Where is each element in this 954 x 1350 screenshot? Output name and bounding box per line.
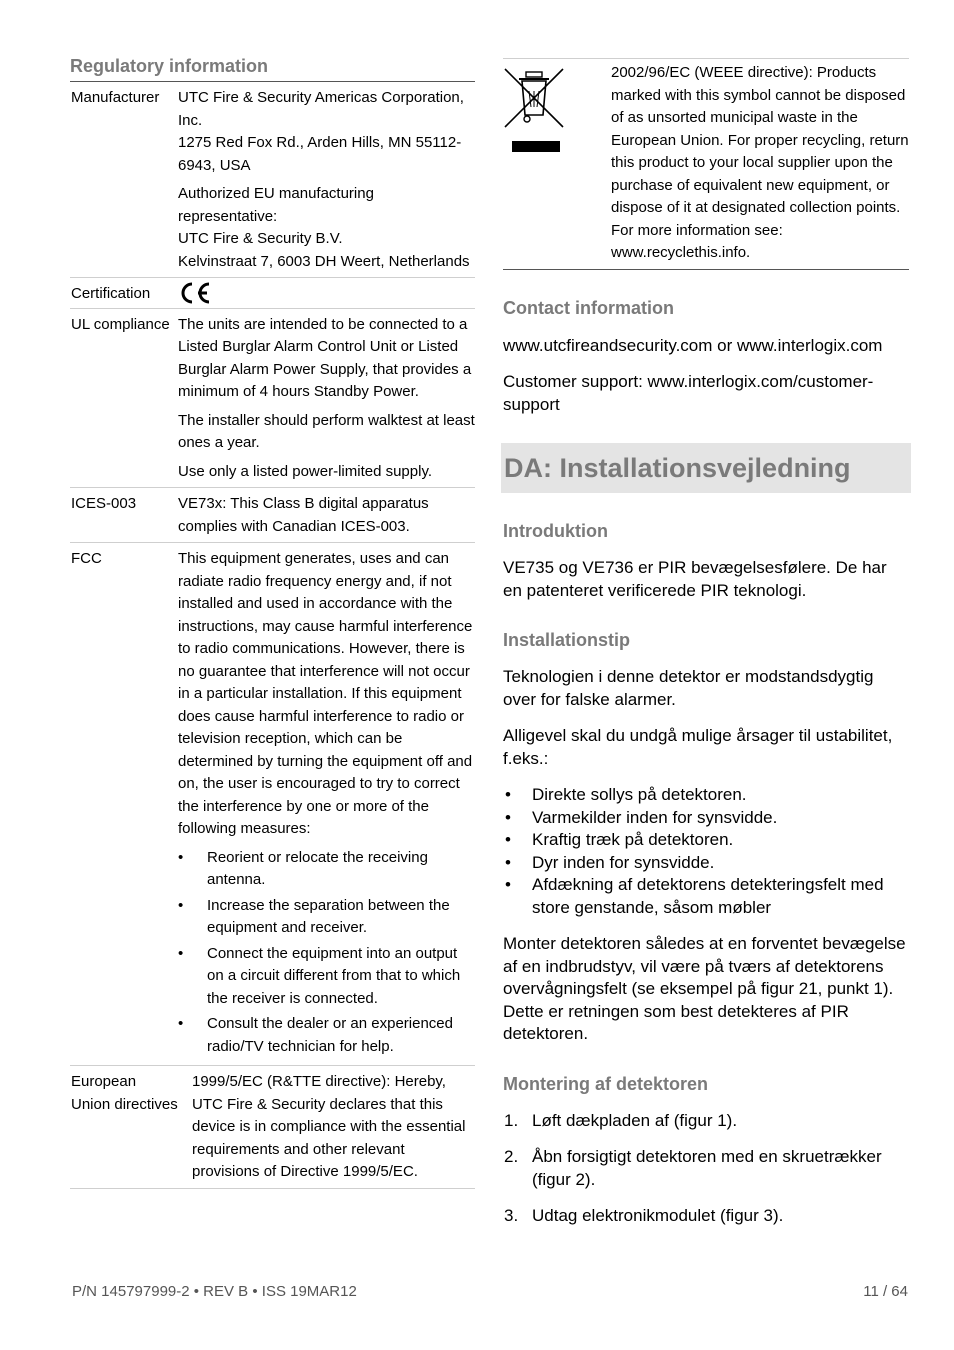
intro-text: VE735 og VE736 er PIR bevægelsesfølere. De har en patenteret verificerede PIR teknologi. — [503, 558, 887, 600]
step-text: Løft dækpladen af (figur 1). — [532, 1110, 738, 1130]
page-footer — [72, 1283, 908, 1300]
list-item: • Varmekilder inden for synsvidde. — [503, 807, 909, 830]
row-manufacturer — [70, 82, 475, 278]
tips-text-2: Alligevel skal du undgå mulige årsager til ustabilitet, f.eks.: — [503, 726, 893, 768]
ul-text-3: Use only a listed power-limited supply. — [178, 462, 432, 480]
eu-rep-name: UTC Fire & Security B.V. — [178, 230, 343, 247]
row-eu-directives — [70, 1066, 475, 1189]
list-item: • Reorient or relocate the receiving antenna. — [178, 847, 475, 892]
row-label: ICES-003 — [71, 495, 137, 512]
ce-mark-icon — [178, 281, 212, 305]
row-ul-compliance — [70, 309, 475, 489]
fcc-text: This equipment generates, uses and can radiate radio frequency energy and, if not installed and used in accordance with the instructions, may cause harmful interference to radio communications. However, there is no guarantee that interference will not occur in a particular installation. If this equipment does cause harmful interference to radio or television reception, which can be determined by turning the equipment off and on, the user is encouraged to try to correct the interference by one or more of the following measures: — [178, 550, 473, 837]
page-number: 11 / 64 — [863, 1283, 908, 1300]
step-number: 3. — [504, 1206, 519, 1225]
row-label: Certification — [71, 285, 151, 302]
left-column — [70, 56, 475, 1189]
list-item: • Dyr inden for synsvidde. — [503, 852, 909, 875]
row-value — [178, 87, 475, 273]
row-value — [178, 281, 475, 306]
eu-text: 1999/5/EC (R&TTE directive): Hereby, UTC Fire & Security declares that this device is in compliance with the essential requirements and other relevant provisions of Directive 1999/5/EC. — [192, 1073, 466, 1180]
step-text: Åbn forsigtigt detektoren med en skruetrækker (figur 2). — [532, 1147, 882, 1189]
row-label: European Union directives — [71, 1073, 178, 1113]
list-item — [503, 1205, 909, 1228]
section-title: DA: Installationsvejledning — [504, 452, 851, 483]
tips-text-3: Monter detektoren således at en forventet bevægelse af en indbrudstyv, vil være på tværs af detektorens overvågningsfelt (se eksempel på figur 21, punkt 1). Dette er retningen som best detekteres af PIR detektoren. — [503, 934, 906, 1043]
step-number: 1. — [504, 1110, 519, 1130]
regulatory-table — [70, 82, 475, 1189]
section-banner — [501, 443, 911, 493]
manufacturer-street: 1275 Red Fox Rd., Arden Hills, MN 55112-6943, USA — [178, 134, 462, 174]
regulatory-heading: Regulatory information — [70, 56, 475, 82]
contact-support: Customer support: www.interlogix.com/customer-support — [503, 372, 874, 414]
weee-text: 2002/96/EC (WEEE directive): Products marked with this symbol cannot be disposed of as unsorted municipal waste in the European Union. For proper recycling, return this product to your local supplier upon the purchase of equivalent new equipment, or dispose of it at designated collection points. For more information see: www.recyclethis.info. — [611, 64, 909, 261]
list-item — [503, 1146, 909, 1191]
row-value — [192, 1071, 475, 1184]
list-item: • Increase the separation between the equipment and receiver. — [178, 895, 475, 940]
contact-websites: www.utcfireandsecurity.com or www.interlogix.com — [503, 335, 883, 355]
ices-text: VE73x: This Class B digital apparatus complies with Canadian ICES-003. — [178, 495, 429, 535]
fcc-measures-list — [178, 847, 475, 1059]
tips-heading: Installationstip — [503, 630, 631, 650]
row-label: Manufacturer — [71, 89, 160, 106]
list-item: • Kraftig træk på detektoren. — [503, 829, 909, 852]
tips-text-1: Teknologien i denne detektor er modstandsdygtig over for falske alarmer. — [503, 667, 874, 709]
list-item: • Afdækning af detektorens detekteringsfelt med store genstande, såsom møbler — [503, 874, 909, 919]
row-certification — [70, 278, 475, 309]
contact-heading: Contact information — [503, 297, 674, 318]
row-value — [178, 314, 475, 484]
mount-steps — [503, 1110, 909, 1228]
list-item: • Connect the equipment into an output on a circuit different from that to which the receiver is connected. — [178, 943, 475, 1011]
tips-list — [503, 784, 909, 919]
row-fcc — [70, 543, 475, 1066]
mount-heading: Montering af detektoren — [503, 1073, 709, 1094]
ul-text-1: The units are intended to be connected to a Listed Burglar Alarm Control Unit or Listed Burglar Alarm Power Supply, that provides a minimum of 4 hours Standby Power. — [178, 315, 472, 400]
row-value — [178, 493, 475, 538]
manufacturer-name: UTC Fire & Security Americas Corporation, Inc. — [178, 89, 464, 129]
list-item — [503, 1110, 909, 1133]
manufacturer-address — [178, 87, 475, 177]
crossed-bin-icon — [503, 65, 567, 153]
weee-icon-cell — [503, 62, 611, 265]
weee-block — [503, 58, 909, 270]
part-number: P/N 145797999-2 • REV B • ISS 19MAR12 — [72, 1283, 357, 1300]
list-item: • Direkte sollys på detektoren. — [503, 784, 909, 807]
row-value — [178, 548, 475, 1061]
list-item: • Consult the dealer or an experienced radio/TV technician for help. — [178, 1013, 475, 1058]
right-column — [503, 58, 909, 1242]
intro-heading: Introduktion — [503, 521, 608, 541]
ul-text-2: The installer should perform walktest at least ones a year. — [178, 411, 475, 451]
step-number: 2. — [504, 1147, 519, 1166]
row-label: UL compliance — [71, 315, 170, 333]
row-ices — [70, 488, 475, 543]
eu-rep-title: Authorized EU manufacturing representative: — [178, 185, 374, 225]
step-text: Udtag elektronikmodulet (figur 3). — [532, 1206, 784, 1225]
eu-representative — [178, 183, 475, 273]
row-label: FCC — [71, 550, 102, 567]
eu-rep-address: Kelvinstraat 7, 6003 DH Weert, Netherlands — [178, 252, 470, 270]
